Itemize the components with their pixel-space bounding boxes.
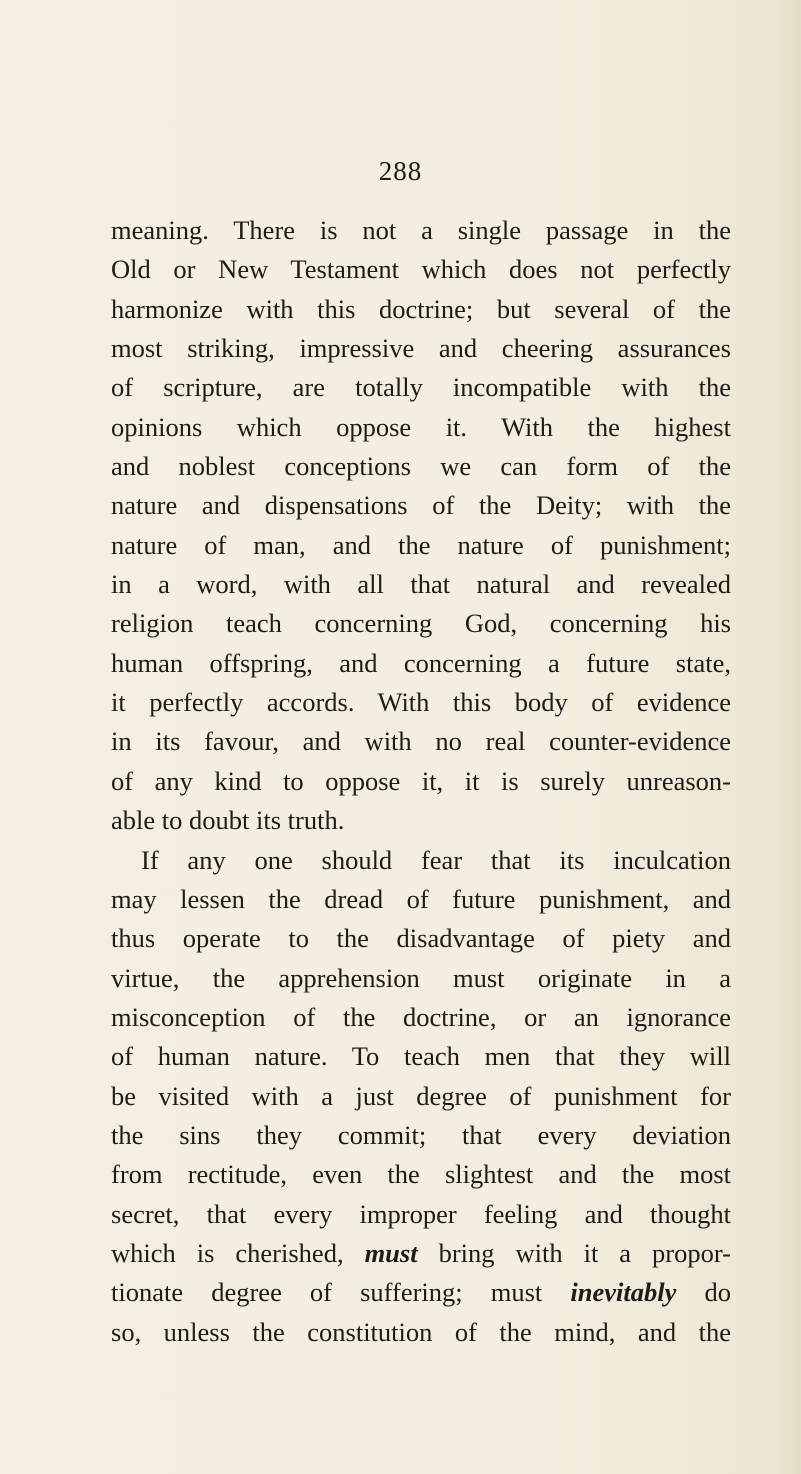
text-line: able to doubt its truth.	[111, 805, 345, 836]
text-segment: do	[704, 1277, 731, 1308]
text-line: harmonize with this doctrine; but several of the	[111, 293, 731, 324]
text-line: and noblest conceptions we can form of the	[111, 451, 731, 482]
emphasis-text: inevitably	[570, 1277, 677, 1308]
text-line: most striking, impressive and cheering assurances	[111, 333, 731, 364]
text-segment: tionate degree of suffering; must	[111, 1277, 543, 1308]
page-edge-shadow	[775, 0, 801, 1474]
text-line: Old or New Testament which does not perfectly	[111, 254, 731, 285]
text-line	[111, 1234, 731, 1273]
text-line: misconception of the doctrine, or an ignorance	[111, 1001, 731, 1032]
text-line: be visited with a just degree of punishment for	[111, 1080, 731, 1111]
text-line: from rectitude, even the slightest and the most	[111, 1159, 731, 1190]
text-line: If any one should fear that its inculcation	[141, 844, 731, 875]
text-line: in a word, with all that natural and revealed	[111, 569, 731, 600]
text-line	[111, 1273, 731, 1312]
text-line: thus operate to the disadvantage of piety and	[111, 923, 731, 954]
text-line: in its favour, and with no real counter-evidence	[111, 726, 731, 757]
text-line: opinions which oppose it. With the highest	[111, 411, 731, 442]
text-line: secret, that every improper feeling and thought	[111, 1198, 731, 1229]
text-segment: which is cherished,	[111, 1237, 344, 1268]
text-line: of scripture, are totally incompatible with the	[111, 372, 731, 403]
text-line: virtue, the apprehension must originate in a	[111, 962, 731, 993]
body-text	[111, 211, 731, 1352]
text-segment: bring with it a propor-	[438, 1237, 731, 1268]
text-line: nature and dispensations of the Deity; with the	[111, 490, 731, 521]
text-line: meaning. There is not a single passage in the	[111, 215, 731, 245]
text-line: human offspring, and concerning a future state,	[111, 647, 731, 678]
text-line: nature of man, and the nature of punishment;	[111, 529, 731, 560]
text-line: so, unless the constitution of the mind, and the	[111, 1316, 731, 1347]
emphasis-text: must	[364, 1237, 418, 1268]
text-line: it perfectly accords. With this body of evidence	[111, 687, 731, 718]
page-number: 288	[378, 156, 423, 186]
text-line: of any kind to oppose it, it is surely unreason-	[111, 765, 731, 796]
text-line: religion teach concerning God, concerning his	[111, 608, 731, 639]
text-line: may lessen the dread of future punishment, and	[111, 883, 731, 914]
text-line: of human nature. To teach men that they will	[111, 1041, 731, 1072]
text-line: the sins they commit; that every deviation	[111, 1119, 731, 1150]
